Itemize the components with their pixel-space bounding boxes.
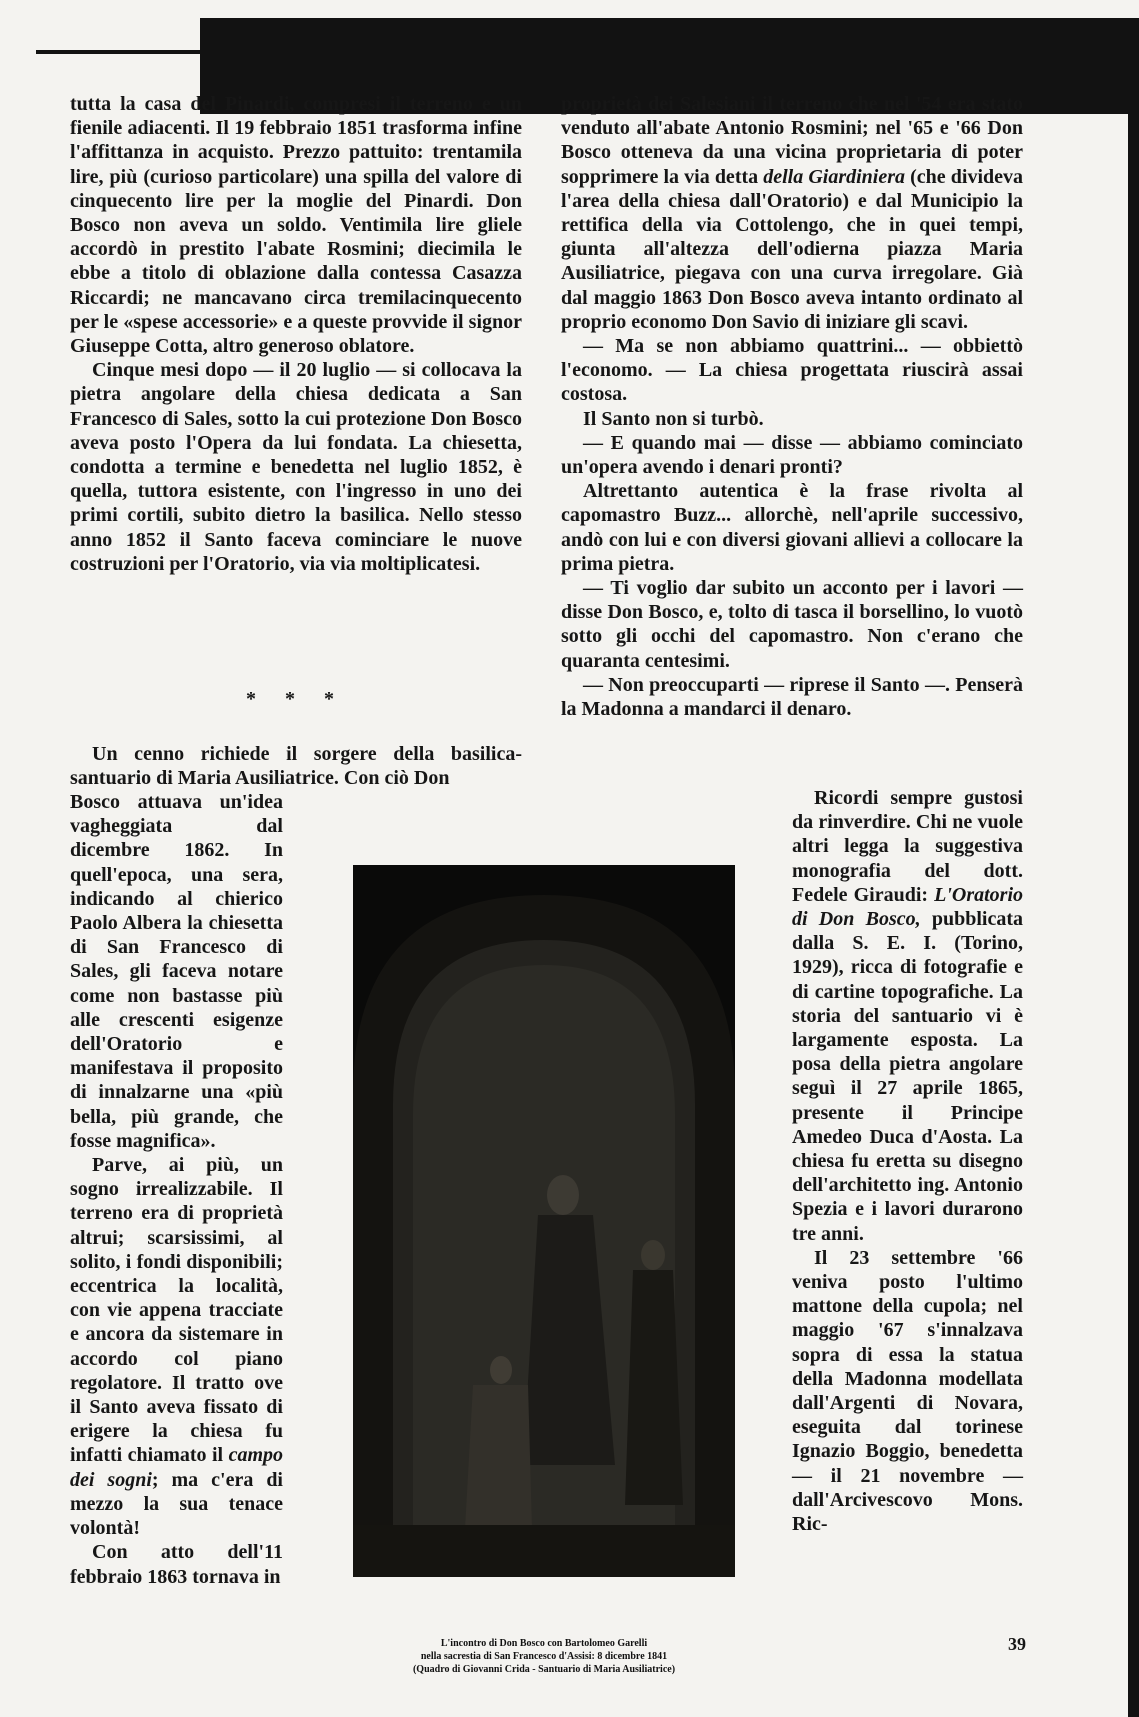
italic-term: campo dei sogni: [70, 1444, 283, 1491]
text-run: pubblicata dalla S. E. I. (Torino, 1929), ricca di fotografie e di cartine topografiche. La storia del santuario vi è largamente esposta. La posa della pietra angolare seguì il 27 aprile 1865, presente il Principe Amedeo Duca d'Aosta. La chiesa fu eretta su disegno dell'architetto ing. Antonio Spezia e i lavori durarono tre anni.: [792, 908, 1024, 1245]
text-run: proprietà dei Salesiani il terreno che nel '54 era stato venduto all'abate Antonio Rosmini; nel '65 e '66 Don Bosco otteneva da una vicina proprietaria di poter sopprimere la via detta: [561, 93, 1023, 188]
paragraph: — Ti voglio dar subito un acconto per i lavori — disse Don Bosco, e, tolto di tasca il borsellino, lo vuotò sotto gli occhi del capomastro. Non c'erano che quaranta centesimi.: [561, 577, 1023, 672]
photo-caption: [353, 1637, 735, 1676]
paragraph: Con atto dell'11 febbraio 1863 tornava in: [70, 1541, 283, 1588]
paragraph: Cinque mesi dopo — il 20 luglio — si collocava la pietra angolare della chiesa dedicata a San Francesco di Sales, sotto la cui protezione Don Bosco aveva posto l'Opera da lui fondata. La chiesetta, condotta a termine e benedetta nel luglio 1852, è quella, tuttora esistente, con l'ingresso in uno dei primi cortili, subito dietro la basilica. Nello stesso anno 1852 il Santo faceva cominciare le nuove costruzioni per l'Oratorio, via via moltiplicatesi.: [70, 359, 522, 575]
paragraph: — Ma se non abbiamo quattrini... — obbiettò l'economo. — La chiesa progettata riuscirà assai costosa.: [561, 335, 1023, 406]
caption-line: nella sacrestia di San Francesco d'Assisi: 8 dicembre 1841: [420, 1651, 668, 1662]
caption-line: (Quadro di Giovanni Crida - Santuario di Maria Ausiliatrice): [412, 1664, 676, 1675]
paragraph: [561, 92, 1023, 334]
paragraph: [792, 786, 1023, 1246]
paragraph: Altrettanto autentica è la frase rivolta al capomastro Buzz... allorchè, nell'aprile successivo, andò con lui e con diversi giovani allievi a collocare la prima pietra.: [561, 480, 1023, 575]
painting-illustration: [353, 865, 735, 1577]
text-run: Parve, ai più, un sogno irrealizzabile. Il terreno era di proprietà altrui; scarsissimi, al solito, i fondi disponibili; eccentrica la località, con vie appena tracciate e ancora da sistemare in accordo col piano regolatore. Il tratto ove il Santo aveva fissato di erigere la chiesa fu infatti chiamato il: [70, 1154, 283, 1467]
paragraph: Il Santo non si turbò.: [583, 407, 764, 430]
italic-term: L'Oratorio di Don Bosco,: [792, 883, 1024, 931]
paragraph: Un cenno richiede il sorgere della basilica-santuario di Maria Ausiliatrice. Con ciò Don: [70, 743, 522, 790]
caption-line: L'incontro di Don Bosco con Bartolomeo Garelli: [440, 1638, 648, 1649]
painting-photo: [353, 865, 735, 1577]
page-number: 39: [1008, 1634, 1026, 1654]
paragraph: — E quando mai — disse — abbiamo cominciato un'opera avendo i denari pronti?: [561, 431, 1023, 479]
paragraph: [70, 1153, 283, 1540]
text-run: (che divideva l'area della chiesa dall'Oratorio) e dal Municipio la rettifica della via Cottolengo, che in quei tempi, giunta all'altezza dell'odierna piazza Maria Ausiliatrice, piegava con una curva irregolare. Già dal maggio 1863 Don Bosco aveva intanto ordinato al proprio economo Don Savio di iniziare gli scavi.: [561, 165, 1024, 333]
column-left-top: [70, 92, 522, 576]
text-run: Ricordi sempre gustosi da rinverdire. Chi ne vuole altri legga la suggestiva monografia del dott. Fedele Giraudi:: [792, 787, 1023, 906]
paragraph: Bosco attuava un'idea vagheggiata dal dicembre 1862. In quell'epoca, una sera, indicando al chierico Paolo Albera la chiesetta di San Francesco di Sales, gli faceva notare come non bastasse più alle crescenti esigenze dell'Oratorio e manifestava il proposito di innalzarne una «più bella, più grande, che fosse magnifica».: [70, 791, 283, 1152]
column-left-narrow: [70, 790, 283, 1589]
italic-term: della Giardiniera: [763, 165, 906, 188]
paragraph: tutta la casa del Pinardi, compresi il terreno e un fienile adiacenti. Il 19 febbraio 1851 trasforma infine l'affittanza in acquisto. Prezzo pattuito: trentamila lire, più (curioso particolare) una spilla del valore di cinquecento lire per la moglie del Pinardi. Don Bosco non aveva un soldo. Ventimila lire gliele accordò in prestito l'abate Rosmini; diecimila le ebbe a titolo di oblazione dalla contessa Casazza Riccardi; ne mancavano circa tremilacinquecento per le «spese accessorie» e a queste provvide il signor Giuseppe Cotta, altro generoso oblatore.: [70, 93, 522, 358]
paragraph: — Non preoccuparti — riprese il Santo —. Penserà la Madonna a mandarci il denaro.: [561, 673, 1023, 721]
text-run: ; ma c'era di mezzo la sua tenace volontà!: [70, 1468, 283, 1540]
scan-right-edge: [1128, 18, 1139, 1717]
header-rule: [36, 50, 236, 54]
column-right-narrow: [792, 786, 1023, 1536]
column-right-top: [561, 92, 1023, 721]
paragraph: Il 23 settembre '66 veniva posto l'ultimo mattone della cupola; nel maggio '67 s'innalzava sopra di essa la statua della Madonna modellata dall'Argenti di Novara, eseguita dal torinese Ignazio Boggio, benedetta — il 21 novembre — dall'Arcivescovo Mons. Ric-: [792, 1246, 1023, 1536]
section-separator: * * *: [246, 688, 346, 710]
column-left-wide: [70, 742, 522, 790]
